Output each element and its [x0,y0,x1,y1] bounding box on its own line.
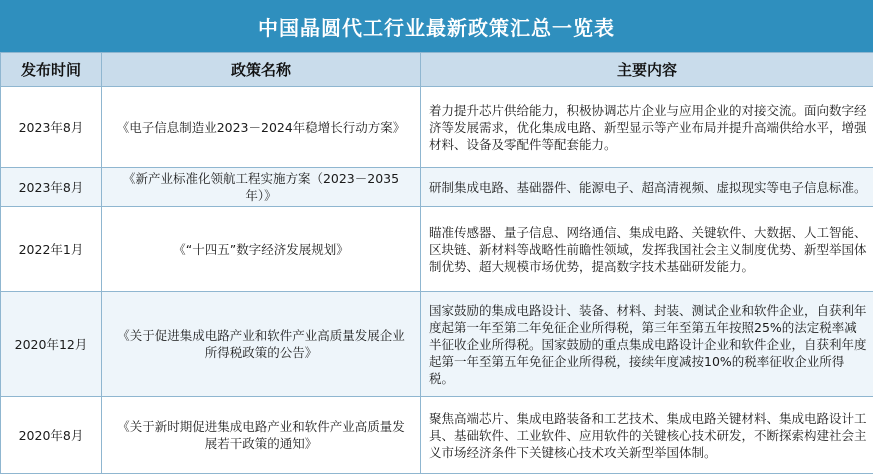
table-row [1,397,873,474]
row-content: 国家鼓励的集成电路设计、装备、材料、封装、测试企业和软件企业，自获利年度起第一年至第二年免征企业所得税，第三年至第五年按照25%的法定税率减半征收企业所得税。国家鼓励的重点集成电路设计企业和软件企业，自获利年度起第一年至第五年免征企业所得税，接续年度减按10%的税率征收企业所得税。 [421,292,873,397]
row-content: 聚焦高端芯片、集成电路装备和工艺技术、集成电路关键材料、集成电路设计工具、基础软件、工业软件、应用软件的关键核心技术研发，不断探索构建社会主义市场经济条件下关键核心技术攻关新型举国体制。 [421,397,873,474]
header-date: 发布时间 [1,53,102,87]
table-row [1,168,873,207]
row-date: 2022年1月 [1,207,102,292]
header-main-content: 主要内容 [421,53,873,87]
row-date: 2020年8月 [1,397,102,474]
row-content: 研制集成电路、基础器件、能源电子、超高清视频、虚拟现实等电子信息标准。 [421,168,873,207]
table-row [1,87,873,168]
row-policy-name: 《电子信息制造业2023－2024年稳增长行动方案》 [102,87,421,168]
header-row [1,53,873,87]
row-policy-name: 《新产业标准化领航工程实施方案（2023－2035年）》 [102,168,421,207]
row-date: 2020年12月 [1,292,102,397]
row-content: 着力提升芯片供给能力，积极协调芯片企业与应用企业的对接交流。面向数字经济等发展需求，优化集成电路、新型显示等产业布局并提升高端供给水平，增强材料、设备及零配件等配套能力。 [421,87,873,168]
table-title: 中国晶圆代工行业最新政策汇总一览表 [0,0,873,52]
row-policy-name: 《关于促进集成电路产业和软件产业高质量发展企业所得税政策的公告》 [102,292,421,397]
row-policy-name: 《“十四五”数字经济发展规划》 [102,207,421,292]
table-row [1,207,873,292]
row-policy-name: 《关于新时期促进集成电路产业和软件产业高质量发展若干政策的通知》 [102,397,421,474]
row-date: 2023年8月 [1,168,102,207]
row-date: 2023年8月 [1,87,102,168]
row-content: 瞄准传感器、量子信息、网络通信、集成电路、关键软件、大数据、人工智能、区块链、新材料等战略性前瞻性领域，发挥我国社会主义制度优势、新型举国体制优势、超大规模市场优势，提高数字技术基础研发能力。 [421,207,873,292]
header-policy-name: 政策名称 [102,53,421,87]
policy-table [0,52,873,474]
table-row [1,292,873,397]
